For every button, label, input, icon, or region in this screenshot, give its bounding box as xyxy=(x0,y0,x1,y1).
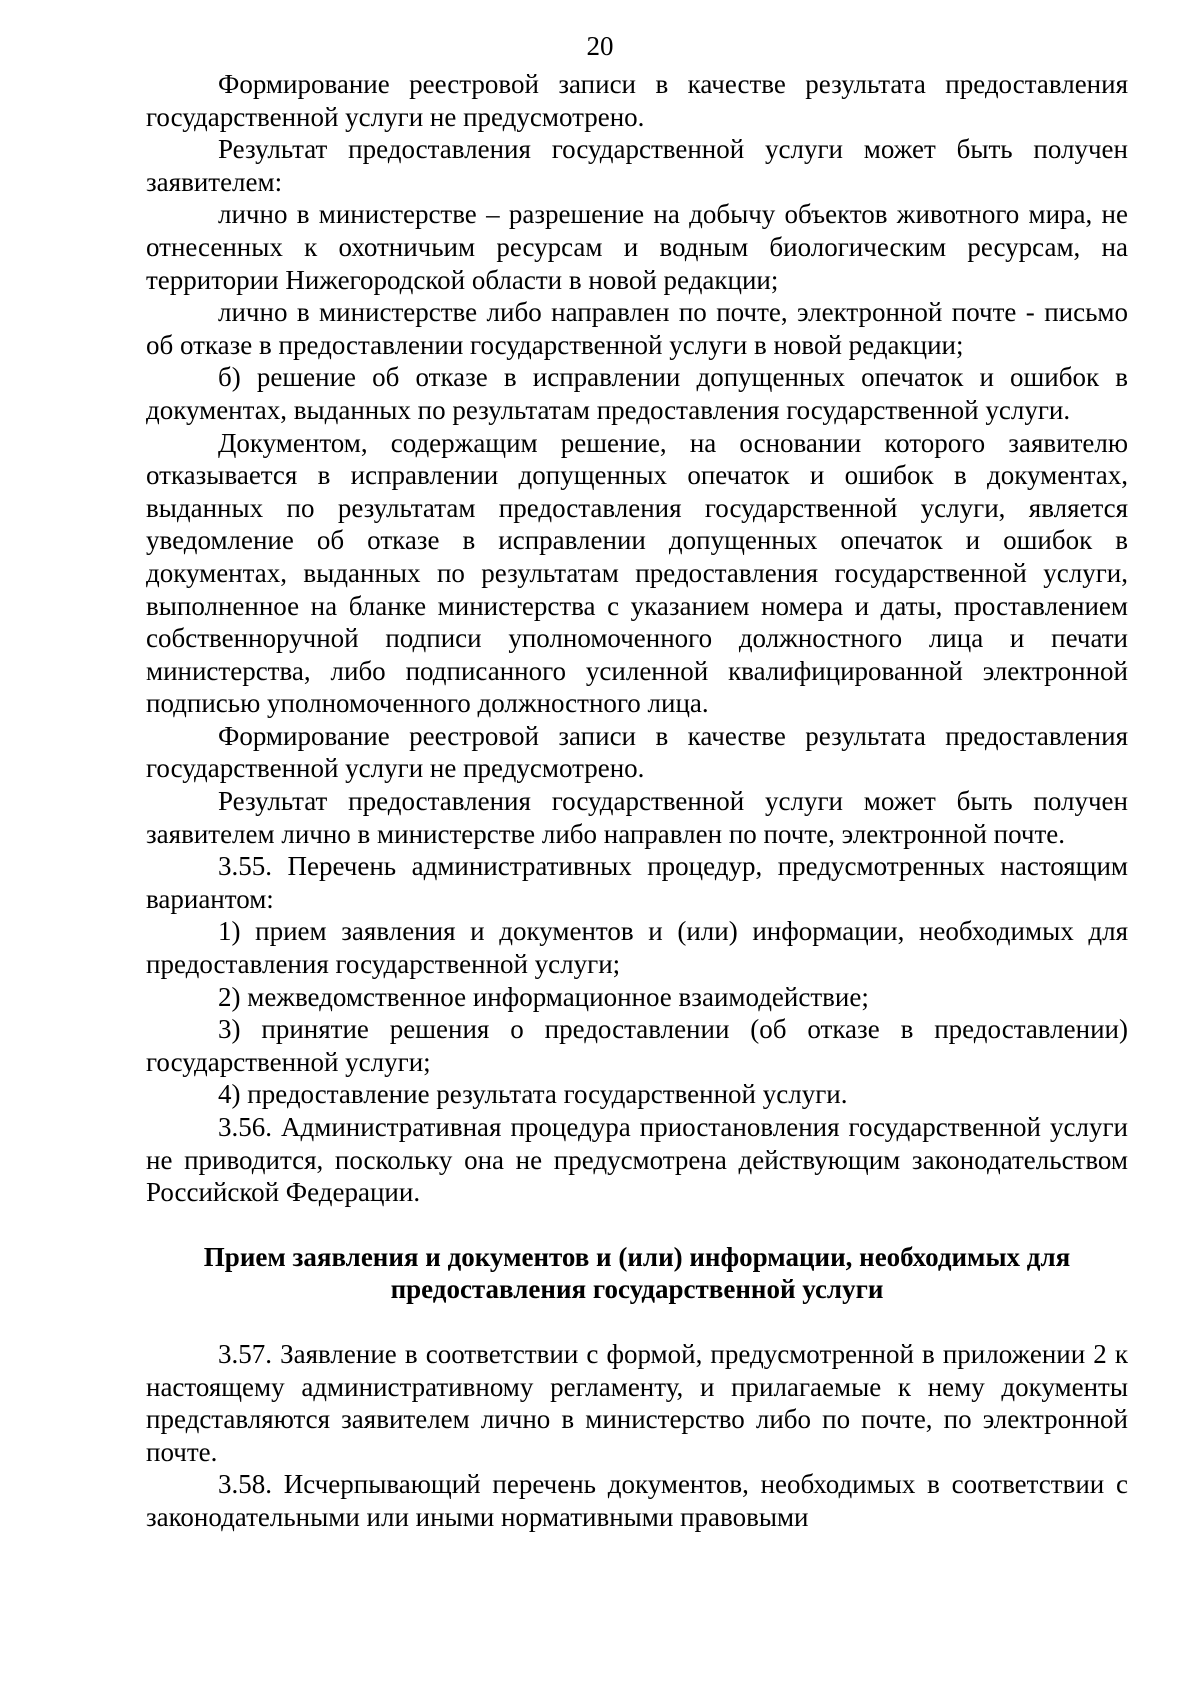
list-item: 1) прием заявления и документов и (или) информации, необходимых для предоставления государственной услуги; xyxy=(146,916,1128,980)
list-item: 4) предоставление результата государственной услуги. xyxy=(218,1079,848,1110)
paragraph: 3.58. Исчерпывающий перечень документов, необходимых в соответствии с законодательными или иными нормативными правовыми xyxy=(146,1469,1128,1532)
paragraph: 3.55. Перечень административных процедур, предусмотренных настоящим вариантом: xyxy=(146,851,1128,914)
paragraph: Формирование реестровой записи в качестве результата предоставления государственной услуги не предусмотрено. xyxy=(146,720,1128,784)
section-heading-line-1: Прием заявления и документов и (или) информации, необходимых для xyxy=(203,1241,1071,1272)
section-heading-line-2: предоставления государственной услуги xyxy=(390,1274,884,1305)
list-item: 2) межведомственное информационное взаимодействие; xyxy=(218,981,869,1012)
paragraph: лично в министерстве либо направлен по почте, электронной почте - письмо об отказе в предоставлении государственной услуги в новой редакции; xyxy=(146,297,1128,360)
paragraph: б) решение об отказе в исправлении допущенных опечаток и ошибок в документах, выданных по результатам предоставления государственной услуги. xyxy=(146,362,1128,425)
paragraph: Документом, содержащим решение, на основании которого заявителю отказывается в исправлении допущенных опечаток и ошибок в документах, выданных по результатам предоставления государственной услуги, является уведомление об отказе в исправлении допущенных опечаток и ошибок в документах, выданных по результатам предоставления государственной услуги, выполненное на бланке министерства с указанием номера и даты, проставлением собственноручной подписи уполномоченного должностного лица и печати министерства, либо подписанного усиленной квалифицированной электронной подписью уполномоченного должностного лица. xyxy=(146,427,1128,719)
section-heading xyxy=(146,1241,1128,1306)
paragraph: Формирование реестровой записи в качестве результата предоставления государственной услуги не предусмотрено. xyxy=(146,69,1128,132)
list-item: 3) принятие решения о предоставлении (об отказе в предоставлении) государственной услуги; xyxy=(146,1014,1128,1077)
page-number: 20 xyxy=(586,31,614,61)
paragraph: 3.56. Административная процедура приостановления государственной услуги не приводится, поскольку она не предусмотрена действующим законодательством Российской Федерации. xyxy=(146,1112,1128,1208)
paragraph: 3.57. Заявление в соответствии с формой, предусмотренной в приложении 2 к настоящему административному регламенту, и прилагаемые к нему документы представляются заявителем лично в министерство либо по почте, по электронной почте. xyxy=(146,1338,1128,1467)
document-body xyxy=(146,68,1128,1534)
paragraph: Результат предоставления государственной услуги может быть получен заявителем: xyxy=(146,134,1128,197)
paragraph: лично в министерстве – разрешение на добычу объектов животного мира, не отнесенных к охотничьим ресурсам и водным биологическим ресурсам, на территории Нижегородской области в новой редакции; xyxy=(146,199,1128,295)
paragraph: Результат предоставления государственной услуги может быть получен заявителем лично в министерстве либо направлен по почте, электронной почте. xyxy=(146,786,1128,849)
